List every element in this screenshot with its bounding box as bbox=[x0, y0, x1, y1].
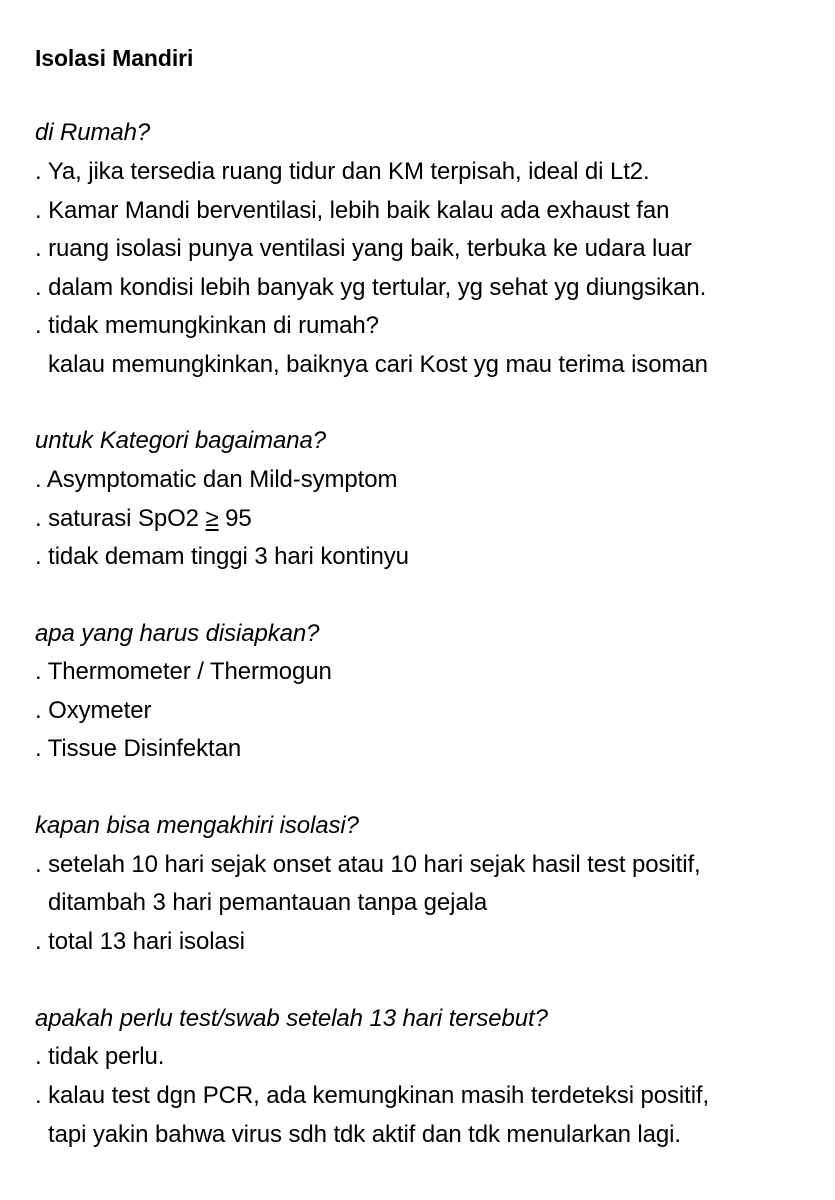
list-item-continuation: ditambah 3 hari pemantauan tanpa gejala bbox=[48, 889, 488, 916]
list-item: . Oxymeter bbox=[35, 697, 152, 724]
list-item-continuation: kalau memungkinkan, baiknya cari Kost yg mau terima isoman bbox=[48, 351, 708, 378]
list-item: . Thermometer / Thermogun bbox=[35, 658, 332, 685]
list-item: . Kamar Mandi berventilasi, lebih baik kalau ada exhaust fan bbox=[35, 197, 670, 224]
section-question-persiapan: apa yang harus disiapkan? bbox=[35, 620, 320, 647]
list-item: . setelah 10 hari sejak onset atau 10 hari sejak hasil test positif, bbox=[35, 851, 701, 878]
list-item: . tidak demam tinggi 3 hari kontinyu bbox=[35, 543, 409, 570]
section-question-di-rumah: di Rumah? bbox=[35, 119, 151, 146]
list-item: . Tissue Disinfektan bbox=[35, 735, 242, 762]
list-item: . Ya, jika tersedia ruang tidur dan KM terpisah, ideal di Lt2. bbox=[35, 158, 650, 185]
list-item: . dalam kondisi lebih banyak yg tertular, yg sehat yg diungsikan. bbox=[35, 274, 707, 301]
spo2-value: 95 bbox=[218, 505, 252, 532]
list-item: . tidak perlu. bbox=[35, 1043, 165, 1070]
list-item: . Asymptomatic dan Mild-symptom bbox=[35, 466, 398, 493]
list-item: . tidak memungkinkan di rumah? bbox=[35, 312, 379, 339]
list-item: . ruang isolasi punya ventilasi yang baik, terbuka ke udara luar bbox=[35, 235, 692, 262]
document-title: Isolasi Mandiri bbox=[35, 45, 194, 71]
list-item: . total 13 hari isolasi bbox=[35, 928, 245, 955]
list-item-continuation: tapi yakin bahwa virus sdh tdk aktif dan tdk menularkan lagi. bbox=[48, 1121, 681, 1148]
list-item-spo2 bbox=[35, 505, 252, 533]
section-question-test-swab: apakah perlu test/swab setelah 13 hari tersebut? bbox=[35, 1005, 548, 1032]
spo2-label: . saturasi SpO2 bbox=[35, 505, 206, 532]
section-question-kategori: untuk Kategori bagaimana? bbox=[35, 427, 327, 454]
section-question-mengakhiri: kapan bisa mengakhiri isolasi? bbox=[35, 812, 359, 839]
spo2-symbol: ≥ bbox=[205, 505, 219, 532]
list-item: . kalau test dgn PCR, ada kemungkinan masih terdeteksi positif, bbox=[35, 1082, 710, 1109]
